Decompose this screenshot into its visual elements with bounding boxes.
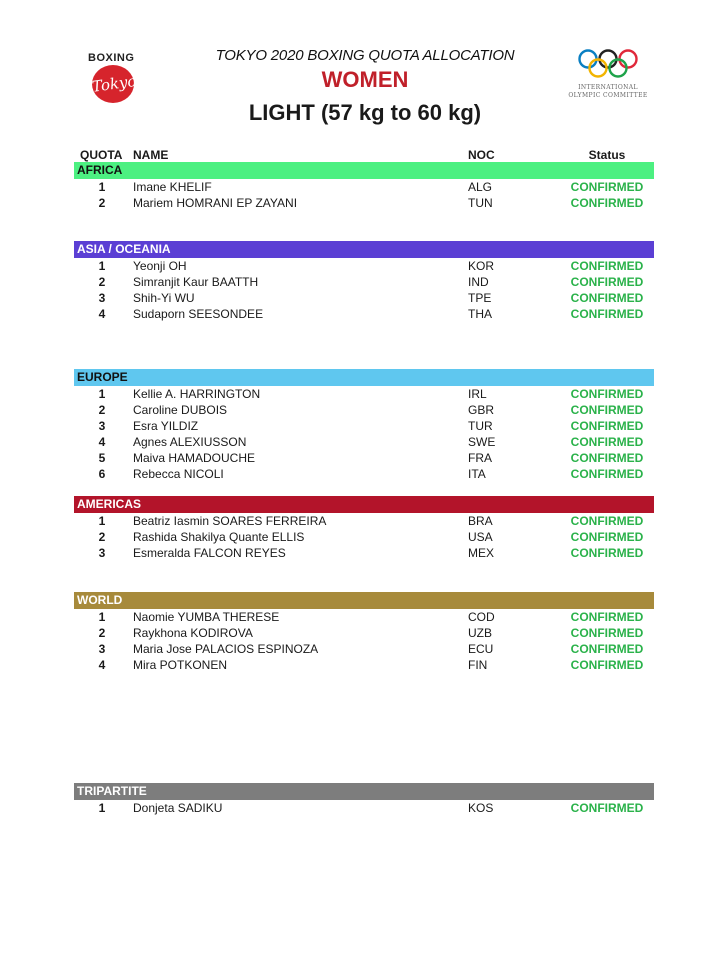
- quota-cell: 1: [98, 801, 106, 815]
- noc-cell: USA: [468, 530, 493, 544]
- ioc-logo: [568, 46, 648, 116]
- noc-cell: IND: [468, 275, 489, 289]
- table-row: [0, 657, 728, 673]
- table-row: [0, 386, 728, 402]
- noc-cell: COD: [468, 610, 495, 624]
- table-row: [0, 179, 728, 195]
- quota-cell: 4: [98, 658, 106, 672]
- status-cell: CONFIRMED: [570, 275, 644, 289]
- status-cell: CONFIRMED: [570, 451, 644, 465]
- column-header-name: NAME: [133, 148, 169, 162]
- table-row: [0, 545, 728, 561]
- region-bar-asia-oceania: ASIA / OCEANIA: [74, 241, 654, 258]
- table-row: [0, 306, 728, 322]
- noc-cell: BRA: [468, 514, 493, 528]
- name-cell: Kellie A. HARRINGTON: [133, 387, 261, 401]
- table-row: [0, 402, 728, 418]
- olympic-rings-icon: [568, 46, 648, 80]
- quota-cell: 4: [98, 307, 106, 321]
- name-cell: Agnes ALEXIUSSON: [133, 435, 247, 449]
- region-bar-world: WORLD: [74, 592, 654, 609]
- status-cell: CONFIRMED: [570, 387, 644, 401]
- quota-cell: 1: [98, 387, 106, 401]
- weight-category-heading: LIGHT (57 kg to 60 kg): [248, 100, 482, 125]
- status-cell: CONFIRMED: [570, 801, 644, 815]
- status-cell: CONFIRMED: [570, 307, 644, 321]
- name-cell: Shih-Yi WU: [133, 291, 195, 305]
- quota-cell: 1: [98, 180, 106, 194]
- status-cell: CONFIRMED: [570, 514, 644, 528]
- name-cell: Raykhona KODIROVA: [133, 626, 253, 640]
- noc-cell: TPE: [468, 291, 492, 305]
- status-cell: CONFIRMED: [570, 658, 644, 672]
- document-title: TOKYO 2020 BOXING QUOTA ALLOCATION: [215, 47, 515, 64]
- name-cell: Mariem HOMRANI EP ZAYANI: [133, 196, 298, 210]
- name-cell: Caroline DUBOIS: [133, 403, 228, 417]
- ioc-wordmark: INTERNATIONAL OLYMPIC COMMITTEE: [568, 84, 648, 99]
- noc-cell: TUR: [468, 419, 493, 433]
- table-row: [0, 195, 728, 211]
- quota-cell: 1: [98, 514, 106, 528]
- status-cell: CONFIRMED: [570, 546, 644, 560]
- quota-cell: 2: [98, 530, 106, 544]
- status-cell: CONFIRMED: [570, 180, 644, 194]
- status-cell: CONFIRMED: [570, 291, 644, 305]
- tokyo-logo-script: Tokyo: [90, 71, 138, 96]
- noc-cell: IRL: [468, 387, 487, 401]
- region-bar-tripartite: TRIPARTITE: [74, 783, 654, 800]
- name-cell: Rebecca NICOLI: [133, 467, 224, 481]
- quota-cell: 6: [98, 467, 106, 481]
- name-cell: Sudaporn SEESONDEE: [133, 307, 264, 321]
- table-row: [0, 529, 728, 545]
- quota-cell: 4: [98, 435, 106, 449]
- name-cell: Esmeralda FALCON REYES: [133, 546, 286, 560]
- noc-cell: SWE: [468, 435, 496, 449]
- noc-cell: ITA: [468, 467, 486, 481]
- quota-cell: 3: [98, 419, 106, 433]
- noc-cell: TUN: [468, 196, 493, 210]
- quota-cell: 1: [98, 259, 106, 273]
- name-cell: Imane KHELIF: [133, 180, 212, 194]
- noc-cell: MEX: [468, 546, 495, 560]
- status-cell: CONFIRMED: [570, 435, 644, 449]
- boxing-logo-wordmark: BOXING: [88, 52, 135, 64]
- noc-cell: FIN: [468, 658, 488, 672]
- noc-cell: ALG: [468, 180, 493, 194]
- noc-cell: KOS: [468, 801, 494, 815]
- region-bar-europe: EUROPE: [74, 369, 654, 386]
- quota-cell: 2: [98, 626, 106, 640]
- quota-cell: 2: [98, 275, 106, 289]
- boxing-tokyo-logo: [82, 52, 156, 102]
- table-row: [0, 609, 728, 625]
- noc-cell: FRA: [468, 451, 492, 465]
- noc-cell: UZB: [468, 626, 492, 640]
- status-cell: CONFIRMED: [570, 642, 644, 656]
- quota-cell: 5: [98, 451, 106, 465]
- table-row: [0, 641, 728, 657]
- name-cell: Rashida Shakilya Quante ELLIS: [133, 530, 305, 544]
- table-row: [0, 274, 728, 290]
- noc-cell: KOR: [468, 259, 495, 273]
- quota-cell: 3: [98, 546, 106, 560]
- name-cell: Esra YILDIZ: [133, 419, 199, 433]
- status-cell: CONFIRMED: [570, 530, 644, 544]
- status-cell: CONFIRMED: [570, 196, 644, 210]
- quota-cell: 1: [98, 610, 106, 624]
- column-header-noc: NOC: [468, 148, 495, 162]
- name-cell: Simranjit Kaur BAATTH: [133, 275, 259, 289]
- gender-heading: WOMEN: [321, 67, 409, 92]
- status-cell: CONFIRMED: [570, 403, 644, 417]
- region-bar-americas: AMERICAS: [74, 496, 654, 513]
- table-row: [0, 258, 728, 274]
- noc-cell: THA: [468, 307, 492, 321]
- status-cell: CONFIRMED: [570, 419, 644, 433]
- name-cell: Mira POTKONEN: [133, 658, 228, 672]
- table-row: [0, 625, 728, 641]
- name-cell: Naomie YUMBA THERESE: [133, 610, 280, 624]
- noc-cell: ECU: [468, 642, 494, 656]
- name-cell: Donjeta SADIKU: [133, 801, 223, 815]
- region-bar-africa: AFRICA: [74, 162, 654, 179]
- column-header-quota: QUOTA: [80, 148, 123, 162]
- quota-cell: 2: [98, 403, 106, 417]
- noc-cell: GBR: [468, 403, 495, 417]
- name-cell: Beatriz Iasmin SOARES FERREIRA: [133, 514, 327, 528]
- table-row: [0, 513, 728, 529]
- table-row: [0, 800, 728, 816]
- table-row: [0, 290, 728, 306]
- table-row: [0, 450, 728, 466]
- status-cell: CONFIRMED: [570, 610, 644, 624]
- quota-cell: 3: [98, 291, 106, 305]
- name-cell: Yeonji OH: [133, 259, 187, 273]
- table-row: [0, 434, 728, 450]
- quota-cell: 2: [98, 196, 106, 210]
- table-row: [0, 418, 728, 434]
- quota-cell: 3: [98, 642, 106, 656]
- status-cell: CONFIRMED: [570, 626, 644, 640]
- status-cell: CONFIRMED: [570, 259, 644, 273]
- status-cell: CONFIRMED: [570, 467, 644, 481]
- name-cell: Maria Jose PALACIOS ESPINOZA: [133, 642, 319, 656]
- name-cell: Maiva HAMADOUCHE: [133, 451, 256, 465]
- column-header-status: Status: [588, 148, 626, 162]
- table-row: [0, 466, 728, 482]
